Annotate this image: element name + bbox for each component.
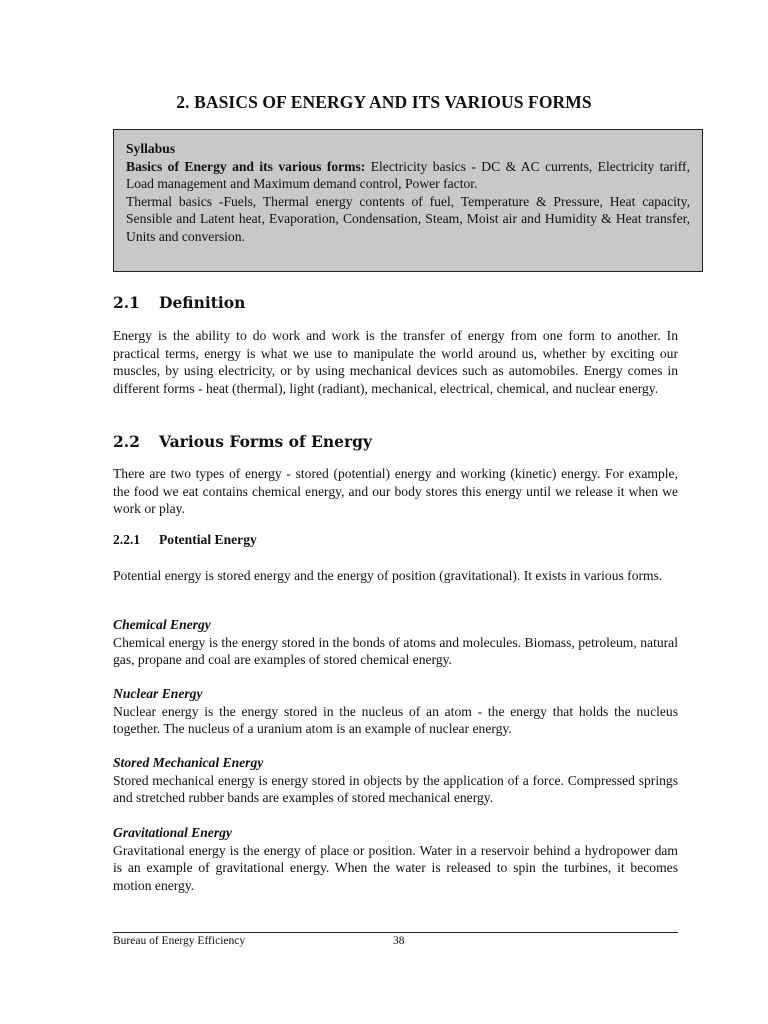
nuclear-energy-heading: Nuclear Energy <box>113 686 203 701</box>
section-heading-definition <box>113 293 245 312</box>
paragraph-text: There are two types of energy - stored (potential) energy and working (kinetic) energy. For example, the food we eat contains chemical energy, and our body stores this energy until we release it when we work or play. <box>113 466 678 516</box>
nuclear-energy-block <box>113 685 678 738</box>
syllabus-heading: Syllabus <box>126 141 176 156</box>
nuclear-energy-text: Nuclear energy is the energy stored in the nucleus of an atom - the energy that holds the nucleus together. The nucleus of a uranium atom is an example of nuclear energy. <box>113 703 678 736</box>
syllabus-box <box>113 129 703 272</box>
subsection-heading-potential-energy <box>113 532 257 548</box>
syllabus-line-thermal: Thermal basics -Fuels, Thermal energy contents of fuel, Temperature & Pressure, Heat capacity, Sensible and Latent heat, Evaporation, Condensation, Steam, Moist air and Humidity & Heat transfer, Units and conversion. <box>126 193 690 244</box>
various-forms-paragraph <box>113 465 678 518</box>
paragraph-text: Energy is the ability to do work and work is the transfer of energy from one form to another. In practical terms, energy is what we use to manipulate the world around us, whether by exciting our muscles, by using electricity, or by using mechanical devices such as automobiles. Energy comes in different forms - heat (thermal), light (radiant), mechanical, electrical, chemical, and nuclear energy. <box>113 328 678 396</box>
gravitational-energy-text: Gravitational energy is the energy of place or position. Water in a reservoir behind a hydropower dam is an example of gravitational energy. When the water is released to spin the turbines, it becomes motion energy. <box>113 842 678 893</box>
stored-mechanical-energy-heading: Stored Mechanical Energy <box>113 755 264 770</box>
section-title: Definition <box>159 293 246 312</box>
gravitational-energy-block <box>113 824 678 894</box>
subsection-title: Potential Energy <box>159 532 257 547</box>
syllabus-lead: Basics of Energy and its various forms: <box>126 158 366 174</box>
definition-paragraph <box>113 327 678 397</box>
chemical-energy-block <box>113 616 678 669</box>
paragraph-text: Potential energy is stored energy and the energy of position (gravitational). It exists in various forms. <box>113 568 663 583</box>
stored-mechanical-energy-block <box>113 754 678 807</box>
chemical-energy-text: Chemical energy is the energy stored in the bonds of atoms and molecules. Biomass, petroleum, natural gas, propane and coal are examples of stored chemical energy. <box>113 634 678 667</box>
chemical-energy-heading: Chemical Energy <box>113 617 211 632</box>
syllabus-line-electricity <box>126 158 690 193</box>
stored-mechanical-energy-text: Stored mechanical energy is energy stored in objects by the application of a force. Compressed springs and stretched rubber bands are examples of stored mechanical energy. <box>113 772 678 805</box>
potential-energy-paragraph <box>113 567 678 585</box>
subsection-number: 2.2.1 <box>113 532 141 547</box>
syllabus-electricity-topics: Electricity basics - DC & AC currents, Electricity tariff, Load management and Maximum demand control, Power factor. <box>126 158 690 191</box>
footer-divider <box>113 932 678 933</box>
section-heading-various-forms <box>113 432 372 451</box>
section-number: 2.1 <box>113 293 140 312</box>
chapter-title: 2. BASICS OF ENERGY AND ITS VARIOUS FORMS <box>176 92 592 112</box>
section-title: Various Forms of Energy <box>159 432 372 451</box>
footer-publisher: Bureau of Energy Efficiency <box>113 935 246 947</box>
gravitational-energy-heading: Gravitational Energy <box>113 825 232 840</box>
footer-page-number: 38 <box>393 935 405 947</box>
section-number: 2.2 <box>113 432 140 451</box>
